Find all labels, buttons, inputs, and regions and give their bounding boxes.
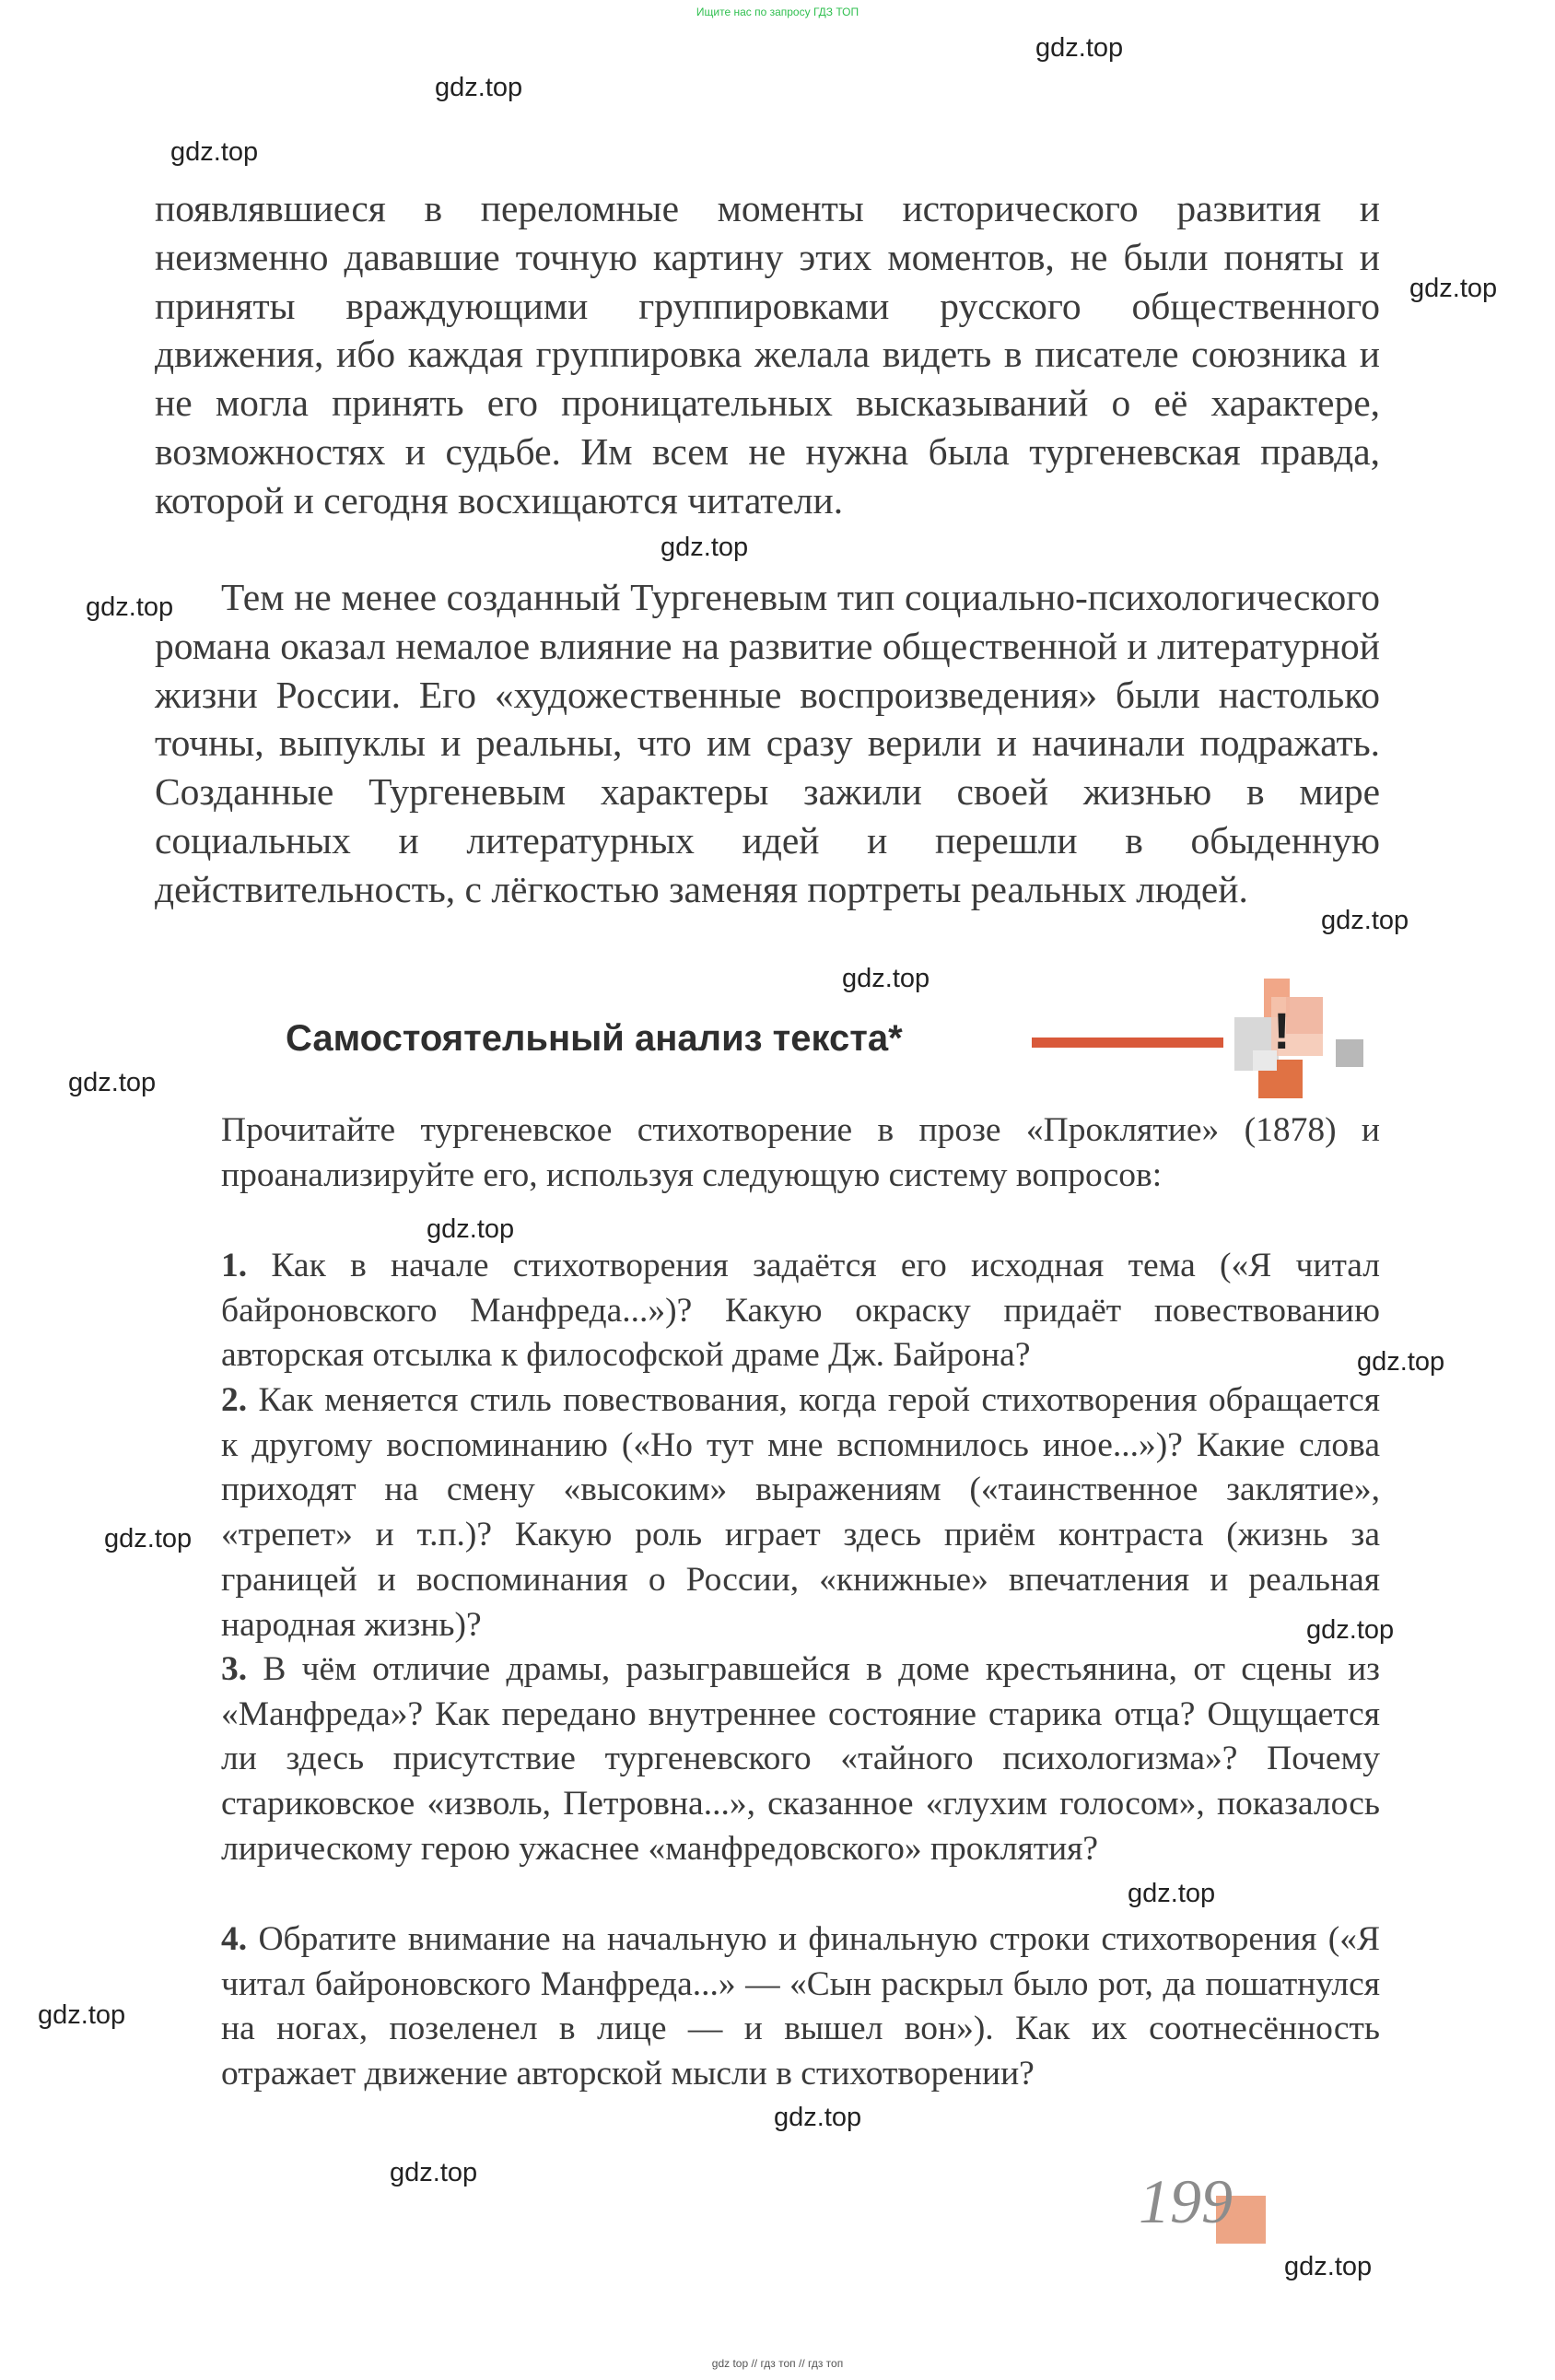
question-3 <box>221 1647 1380 1872</box>
watermark: gdz.top <box>38 2000 126 2030</box>
watermark: gdz.top <box>104 1524 193 1553</box>
body-paragraph: появлявшиеся в переломные моменты исторического развития и неизменно дававшие точную картину этих моментов, не были поняты и приняты враждующими группировками русского общественного движения, ибо каждая группировка желала видеть в писателе союзника и не могла принять его проницательных высказываний о её характере, возможностях и судьбе. Им всем не нужна была тургеневская правда, которой и сегодня восхищаются читатели. <box>155 187 1380 522</box>
question-4 <box>221 1917 1380 2097</box>
watermark: gdz.top <box>1306 1615 1395 1645</box>
watermark: gdz.top <box>86 592 174 622</box>
watermark: gdz.top <box>1321 906 1409 935</box>
watermark: gdz.top <box>68 1068 157 1097</box>
task-intro: Прочитайте тургеневское стихотворение в прозе «Проклятие» (1878) и проанализируйте его, используя следующую систему вопросов: <box>221 1111 1380 1194</box>
watermark: gdz.top <box>1409 274 1498 303</box>
question-text: Обратите внимание на начальную и финальную строки стихотворения («Я читал байроновского Манфреда...» — «Сын раскрыл было рот, да пошатнулся на ногах, позеленел в лице — и вышел вон»). Как их соотнесённость отражает движение авторской мысли в стихотворении? <box>221 1920 1380 2093</box>
svg-text:!: ! <box>1273 1002 1291 1060</box>
question-number: 1. <box>221 1247 248 1284</box>
watermark: gdz.top <box>1357 1347 1445 1377</box>
question-1 <box>221 1244 1380 1378</box>
watermark: gdz.top <box>390 2158 478 2187</box>
watermark: gdz.top <box>427 1214 515 1244</box>
watermark: gdz.top <box>1284 2252 1373 2281</box>
section-heading: Самостоятельный анализ текста* <box>286 1018 903 1059</box>
watermark: gdz.top <box>661 533 749 562</box>
page-number: 199 <box>1139 2166 1233 2236</box>
question-number: 4. <box>221 1920 248 1958</box>
question-number: 2. <box>221 1381 248 1419</box>
top-banner: Ищите нас по запросу ГДЗ ТОП <box>696 6 859 18</box>
watermark: gdz.top <box>774 2103 862 2132</box>
question-number: 3. <box>221 1650 248 1688</box>
question-text: Как меняется стиль повествования, когда герой стихотворения обращается к другому воспоминанию («Но тут мне вспомнилось иное...»)? Какие слова приходят на смену «высоким» выражениям («таинственное заклятие», «трепет» и т.п.)? Какую роль играет здесь приём контраста (жизнь за границей и воспоминания о России, «книжные» впечатления и реальная народная жизнь)? <box>221 1381 1380 1644</box>
watermark: gdz.top <box>842 964 930 993</box>
watermark: gdz.top <box>1035 33 1124 63</box>
footer-watermark: gdz top // гдз топ // гдз топ <box>711 2357 844 2370</box>
exclamation-icon <box>1234 969 1382 1098</box>
question-2 <box>221 1378 1380 1647</box>
question-text: В чём отличие драмы, разыгравшейся в доме крестьянина, от сцены из «Манфреда»? Как передано внутреннее состояние старика отца? Ощущается ли здесь присутствие тургеневского «тайного психологизма»? Почему стариковское «изволь, Петровна...», сказанное «глухим голосом», показалось лирическому герою ужаснее «манфредовского» проклятия? <box>221 1650 1380 1868</box>
watermark: gdz.top <box>170 137 259 167</box>
question-text: Как в начале стихотворения задаётся его исходная тема («Я читал байроновского Манфреда...»)? Какую окраску придаёт повествованию авторская отсылка к философской драме Дж. Байрона? <box>221 1247 1380 1375</box>
heading-accent-line <box>1032 1038 1223 1048</box>
body-paragraph: Тем не менее созданный Тургеневым тип социально-психологического романа оказал немалое влияние на развитие общественной и литературной жизни России. Его «художественные воспроизведения» были настолько точны, выпуклы и реальны, что им сразу верили и начинали подражать. Созданные Тургеневым характеры зажили своей жизнью в мире социальных и литературных идей и перешли в обыденную действительность, с лёгкостью заменяя портреты реальных людей. <box>155 576 1380 910</box>
watermark: gdz.top <box>1128 1879 1216 1908</box>
watermark: gdz.top <box>435 73 523 102</box>
